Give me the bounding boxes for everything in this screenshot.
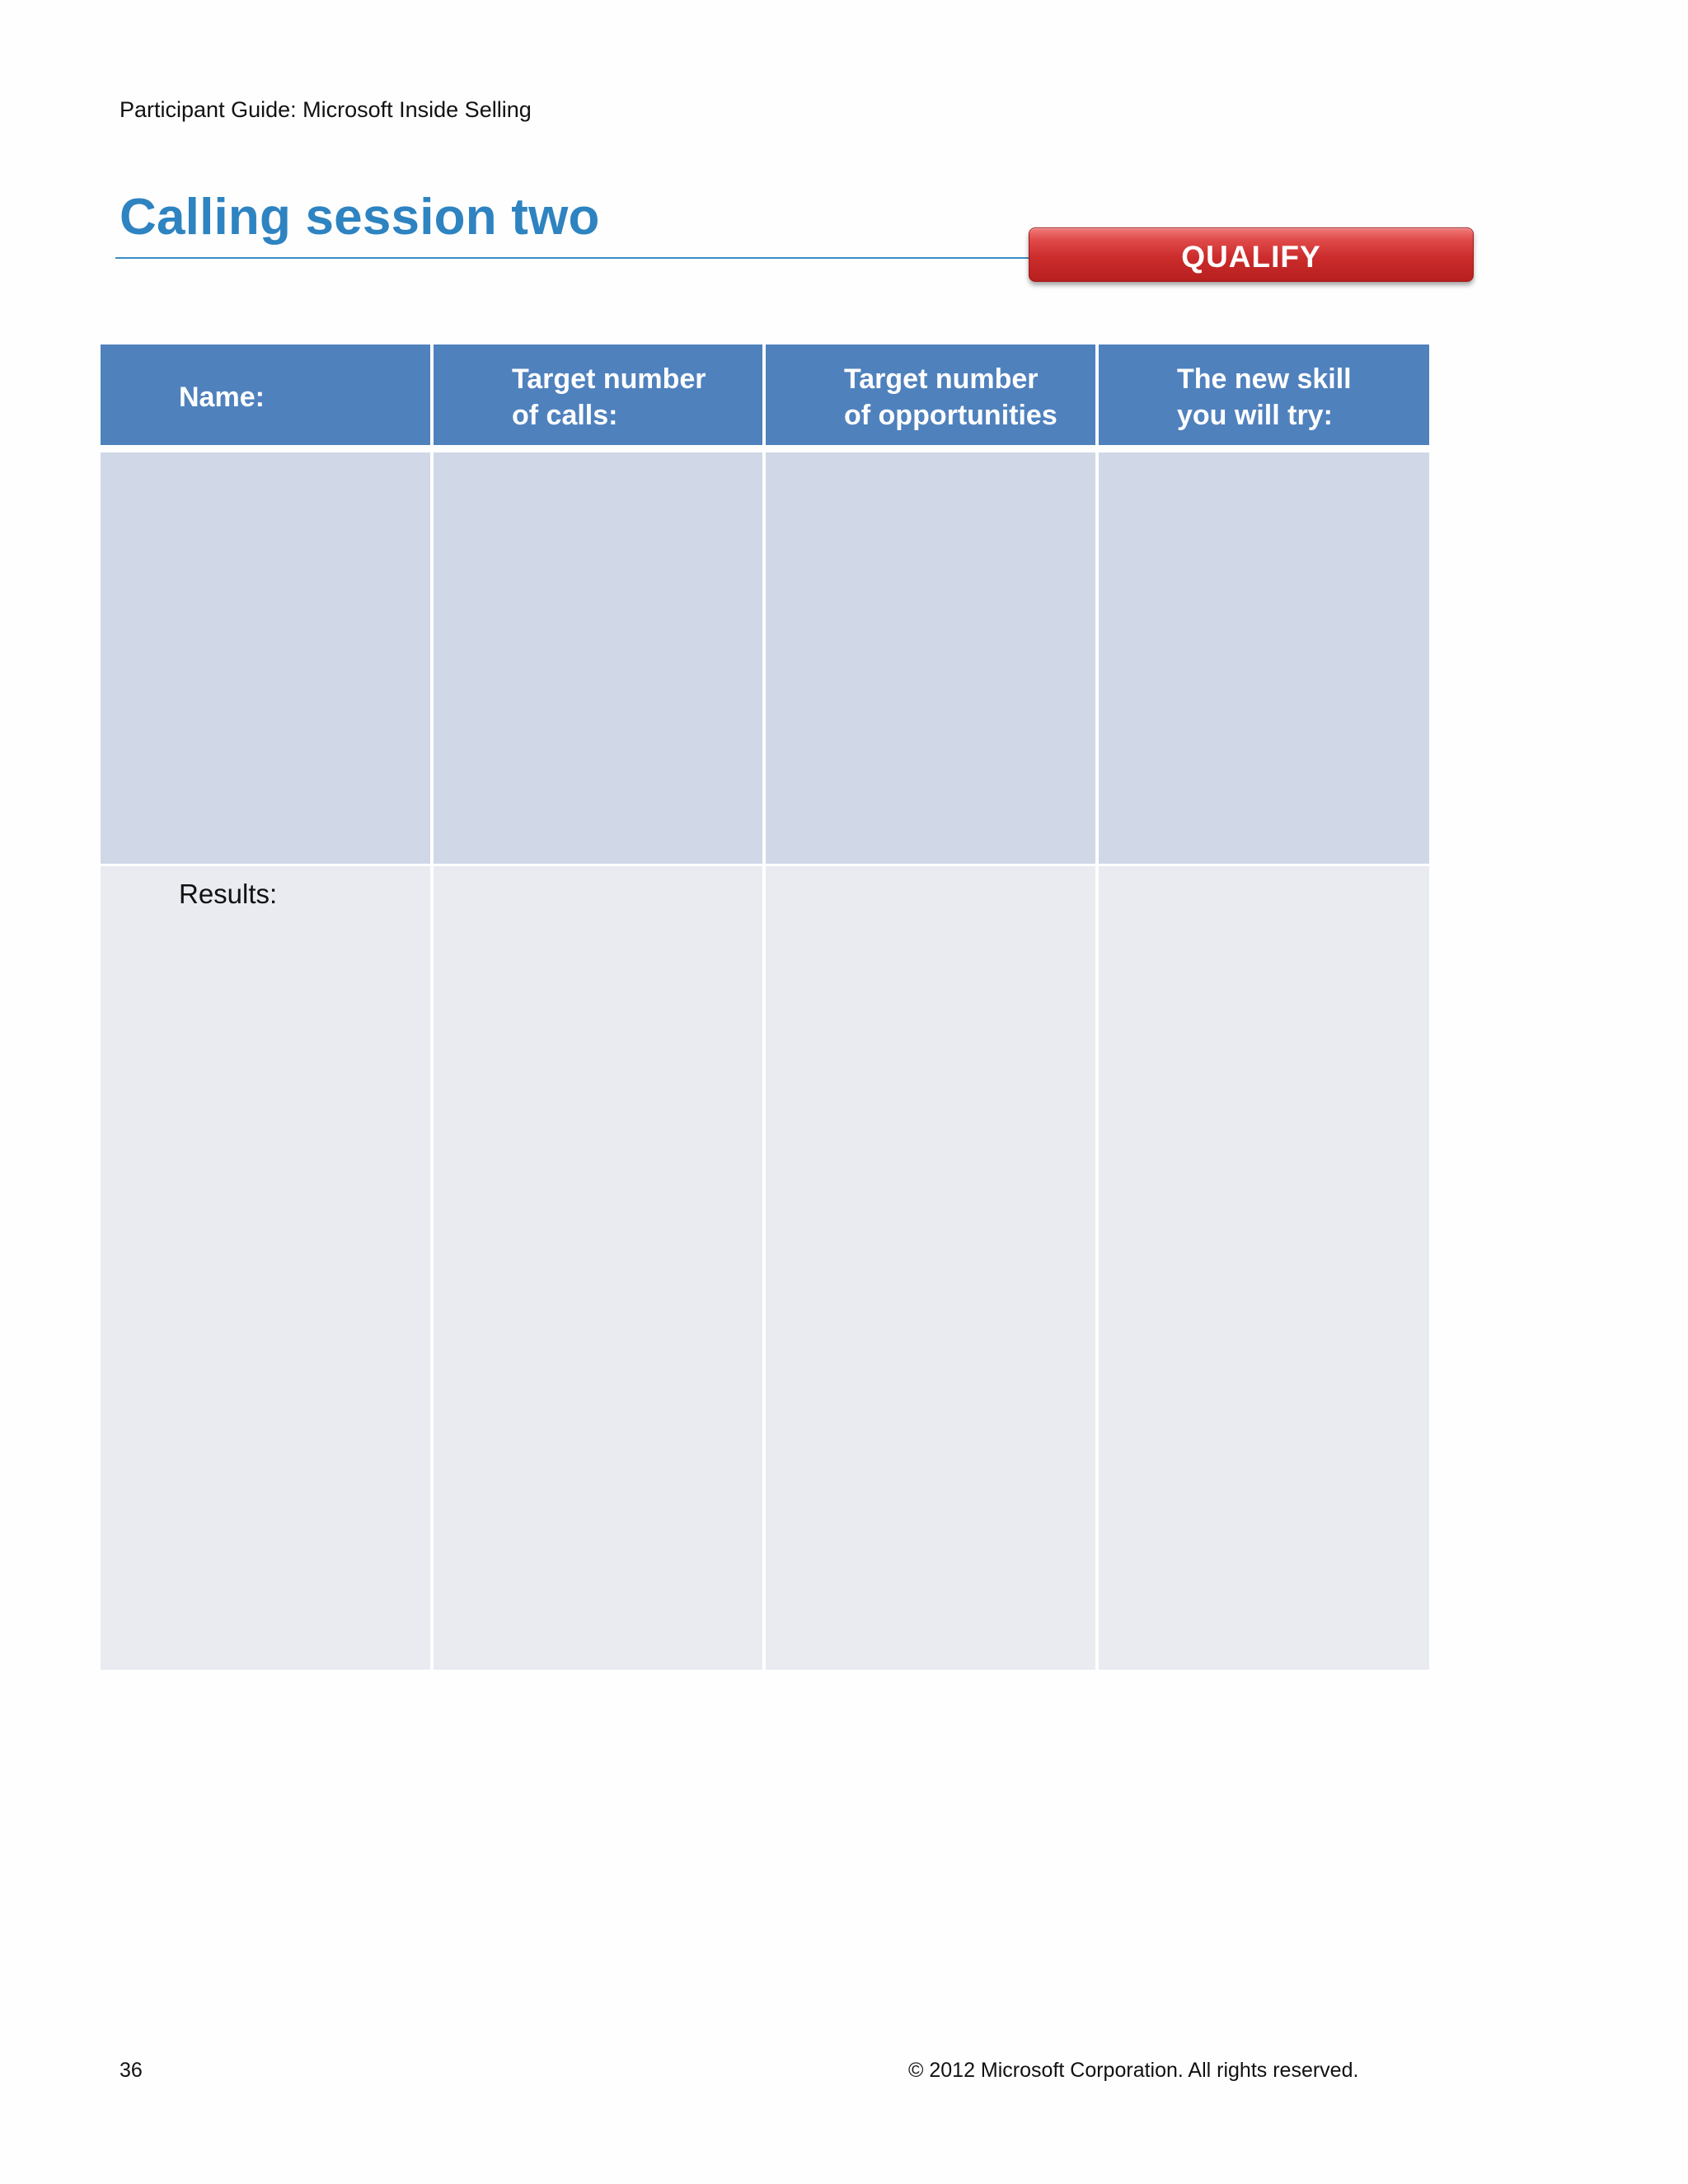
results-cell-3[interactable] (766, 866, 1095, 1670)
entry-cell-new-skill[interactable] (1099, 452, 1429, 864)
results-cell-4[interactable] (1099, 866, 1429, 1670)
header-cell-target-calls (434, 344, 762, 445)
results-cell-1[interactable] (101, 866, 430, 1670)
header-cell-target-opportunities (766, 344, 1095, 445)
results-label: Results: (179, 879, 278, 909)
header-label-new-skill: The new skill you will try: (1177, 363, 1352, 431)
header-cell-name (101, 344, 430, 445)
header-label-target-calls: Target number of calls: (512, 363, 706, 431)
header-cell-new-skill (1099, 344, 1429, 445)
copyright-notice: © 2012 Microsoft Corporation. All rights reserved. (908, 2059, 1359, 2082)
entry-cell-target-opportunities[interactable] (766, 452, 1095, 864)
results-cell-2[interactable] (434, 866, 762, 1670)
calling-session-table (101, 344, 1429, 1670)
running-header: Participant Guide: Microsoft Inside Selling (120, 97, 532, 122)
title-rule (115, 257, 1032, 259)
page-title: Calling session two (120, 189, 600, 246)
qualify-badge (1029, 227, 1474, 282)
page-number: 36 (120, 2059, 143, 2082)
qualify-badge-label: QUALIFY (1181, 240, 1321, 274)
header-label-name: Name: (179, 382, 265, 413)
entry-cell-name[interactable] (101, 452, 430, 864)
header-label-target-opportunities: Target number of opportunities (844, 363, 1057, 431)
entry-cell-target-calls[interactable] (434, 452, 762, 864)
